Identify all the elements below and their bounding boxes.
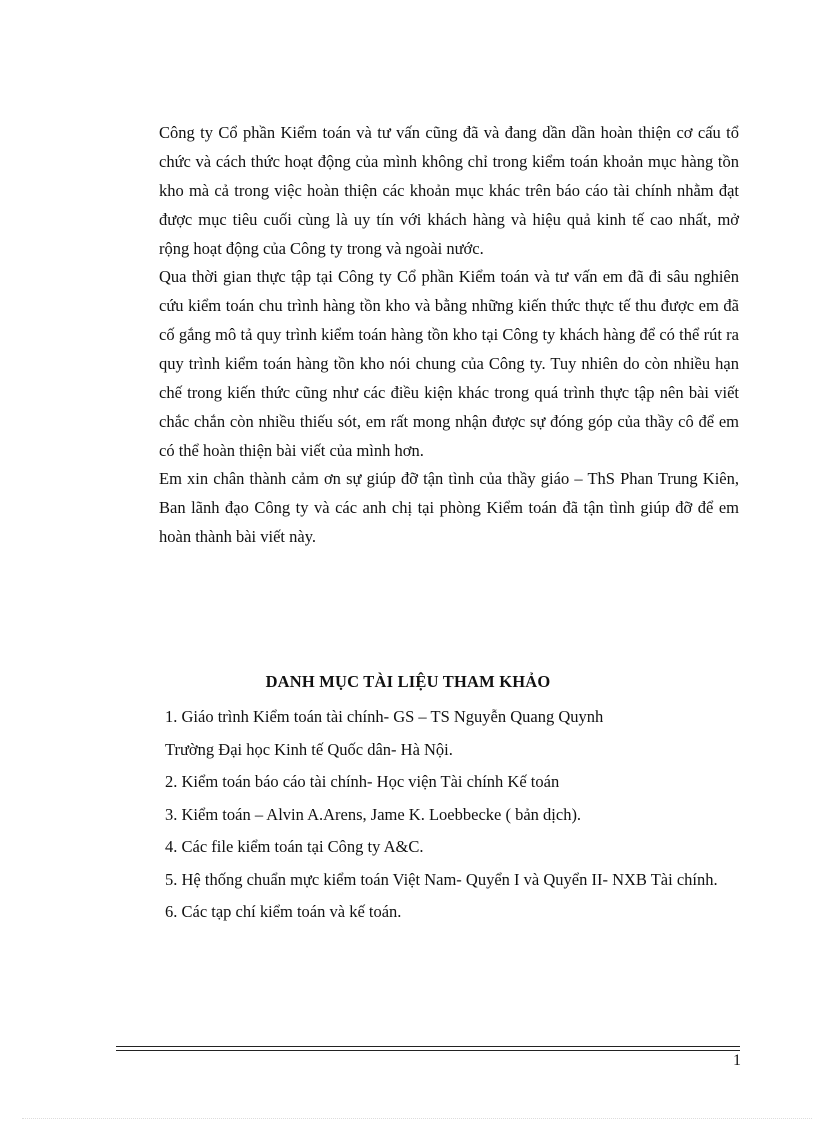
reference-item: 3. Kiểm toán – Alvin A.Arens, Jame K. Loebbecke ( bản dịch). bbox=[165, 804, 582, 824]
reference-item: Trường Đại học Kinh tế Quốc dân- Hà Nội. bbox=[165, 739, 453, 759]
reference-item: 1. Giáo trình Kiểm toán tài chính- GS – TS Nguyễn Quang Quynh bbox=[165, 707, 604, 726]
body-paragraph-3 bbox=[159, 464, 739, 551]
references-list bbox=[165, 701, 765, 929]
footer-divider bbox=[116, 1046, 740, 1047]
page-number: 1 bbox=[733, 1052, 741, 1069]
body-paragraph-2 bbox=[159, 262, 739, 465]
reference-item: 2. Kiểm toán báo cáo tài chính- Học viện Tài chính Kế toán bbox=[165, 772, 560, 791]
page-bottom-edge bbox=[22, 1118, 812, 1119]
reference-item: 6. Các tạp chí kiểm toán và kế toán. bbox=[165, 902, 402, 921]
paragraph-text bbox=[159, 464, 739, 551]
body-paragraph-1 bbox=[159, 118, 739, 263]
paragraph-3-text: Em xin chân thành cảm ơn sự giúp đỡ tận tình của thầy giáo – ThS Phan Trung Kiên, Ban lãnh đạo Công ty và các anh chị tại phòng Kiểm toán đã tận tình giúp đỡ để em hoàn thành bài viết này. bbox=[159, 469, 739, 546]
reference-item: 4. Các file kiểm toán tại Công ty A&C. bbox=[165, 837, 424, 856]
references-title: DANH MỤC TÀI LIỆU THAM KHẢO bbox=[265, 672, 551, 691]
paragraph-2-text: Qua thời gian thực tập tại Công ty Cổ phần Kiểm toán và tư vấn em đã đi sâu nghiên cứu kiểm toán chu trình hàng tồn kho và bằng những kiến thức thực tế thu được em đã cố gắng mô tả quy trình kiểm toán hàng tồn kho tại Công ty khách hàng để có thể rút ra quy trình kiểm toán hàng tồn kho nói chung của Công ty. Tuy nhiên do còn nhiều hạn chế trong kiến thức cũng như các điều kiện khác trong quá trình thực tập nên bài viết chắc chắn còn nhiều thiếu sót, em rất mong nhận được sự đóng góp của thầy cô để em có thể hoàn thiện bài viết của mình hơn. bbox=[159, 267, 739, 460]
footer-divider bbox=[116, 1050, 740, 1051]
reference-item: 5. Hệ thống chuẩn mực kiểm toán Việt Nam- Quyển I và Quyển II- NXB Tài chính. bbox=[165, 869, 718, 889]
paragraph-text bbox=[159, 118, 739, 263]
paragraph-text bbox=[159, 262, 739, 465]
paragraph-1-text: Công ty Cổ phần Kiểm toán và tư vấn cũng đã và đang dần dần hoàn thiện cơ cấu tổ chức và cách thức hoạt động của mình không chỉ trong kiểm toán khoản mục hàng tồn kho mà cả trong việc hoàn thiện các khoản mục khác trên báo cáo tài chính nhằm đạt được mục tiêu cuối cùng là uy tín với khách hàng và hiệu quả kinh tế cao nhất, mở rộng hoạt động của Công ty trong và ngoài nước. bbox=[159, 123, 739, 258]
